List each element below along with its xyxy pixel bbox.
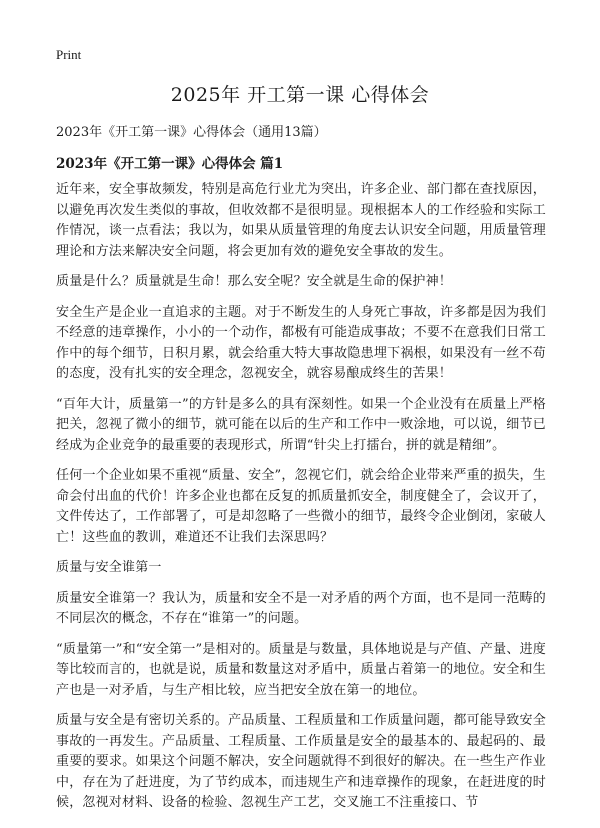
body-paragraph: “百年大计，质量第一”的方针是多么的具有深刻性。如果一个企业没有在质量上严格把关，忽视了微小的细节，就可能在以后的生产和工作中一败涂地，可以说，细节已经成为企业竞争的最重要的表现形式，所谓“针尖上打擂台，拼的就是精细”。 xyxy=(56,396,546,453)
document-body xyxy=(56,180,546,824)
body-paragraph: 质量安全谁第一？我认为，质量和安全不是一对矛盾的两个方面，也不是同一范畴的不同层次的概念，不存在“谁第一”的问题。 xyxy=(56,590,546,626)
body-paragraph: 质量是什么？质量就是生命！那么安全呢？安全就是生命的保护神！ xyxy=(56,274,453,289)
document-subtitle: 2023年《开工第一课》心得体会（通用13篇） xyxy=(56,125,327,140)
section-heading: 2023年《开工第一课》心得体会 篇1 xyxy=(56,156,284,172)
body-paragraph: 任何一个企业如果不重视“质量、安全”，忽视它们，就会给企业带来严重的损失，生命会付出血的代价！许多企业也都在反复的抓质量抓安全，制度健全了，会议开了，文件传达了，工作部署了，可是却忽略了一些微小的细节，最终令企业倒闭，家破人亡！这些血的教训，难道还不让我们去深思吗？ xyxy=(56,468,546,545)
subheading-paragraph: 质量与安全谁第一 xyxy=(56,560,162,575)
body-paragraph: 近年来，安全事故频发，特别是高危行业尤为突出，许多企业、部门都在查找原因，以避免再次发生类似的事故，但收效都不是很明显。现根据本人的工作经验和实际工作情况，谈一点看法；我以为，如果从质量管理的角度去认识安全问题，用质量管理理论和方法来解决安全问题，将会更加有效的避免安全事故的发生。 xyxy=(56,182,546,259)
body-paragraph: “质量第一”和“安全第一”是相对的。质量是与数量，具体地说是与产值、产量、进度等比较而言的，也就是说，质量和数量这对矛盾中，质量占着第一的地位。安全和生产也是一对矛盾，与生产相比较，应当把安全放在第一的地位。 xyxy=(56,641,546,698)
print-link[interactable]: Print xyxy=(56,47,82,62)
document-title: 2025年 开工第一课 心得体会 xyxy=(170,84,430,106)
body-paragraph: 安全生产是企业一直追求的主题。对于不断发生的人身死亡事故，许多都是因为我们不经意的违章操作，小小的一个动作，都极有可能造成事故；不要不在意我们日常工作中的每个细节，日积月累，就会给重大特大事故隐患埋下祸根，如果没有一丝不苟的态度，没有扎实的安全理念，忽视安全，就容易酿成终生的苦果！ xyxy=(56,304,546,381)
body-paragraph: 质量与安全是有密切关系的。产品质量、工程质量和工作质量问题，都可能导致安全事故的一再发生。产品质量、工程质量、工作质量是安全的最基本的、最起码的、最重要的要求。如果这个问题不解决，安全问题就得不到很好的解决。在一些生产作业中，存在为了赶进度，为了节约成本，而违规生产和违章操作的现象，在赶进度的时候，忽视对材料、设备的检验、忽视生产工艺，交叉施工不注重接口、节 xyxy=(56,713,546,810)
